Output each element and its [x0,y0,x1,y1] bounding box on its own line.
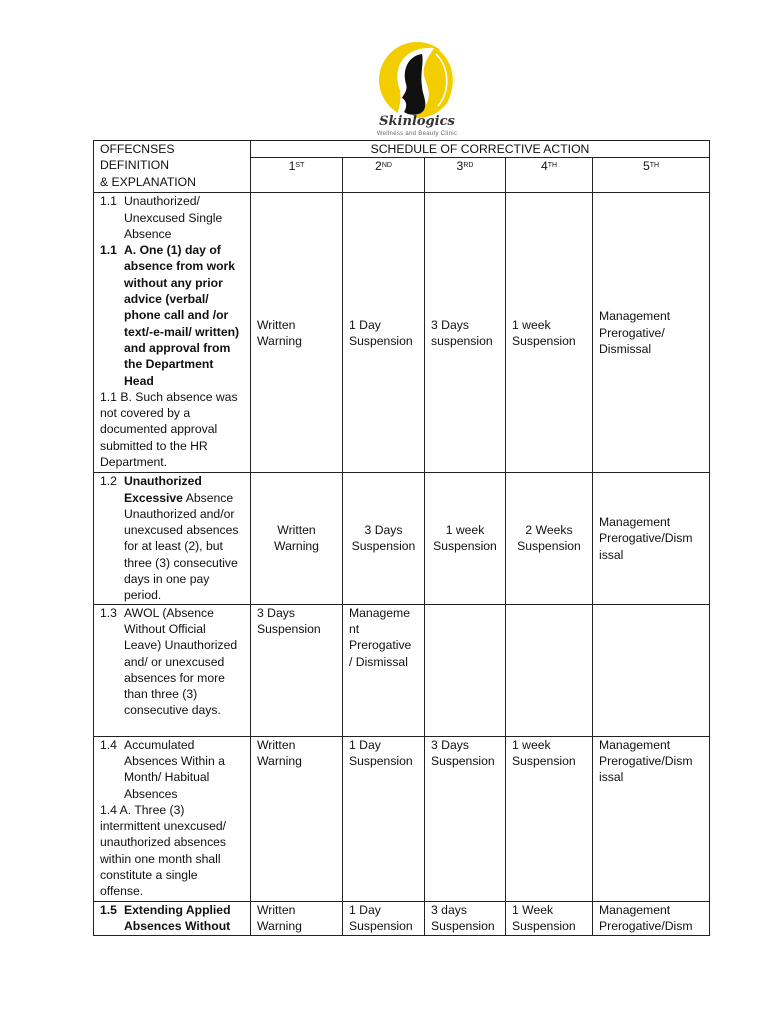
header-ordinal-5: 5TH [593,158,710,193]
offense-title: Extending Applied Absences Without [124,902,231,933]
offense-cell: 1.3 AWOL (Absence Without Official Leave) Unauthorized and/ or unexcused absences for more than three (3) consecutive days. [94,604,251,736]
action-cell: Manageme nt Prerogative / Dismissal [343,604,425,736]
action-cell: 1 week Suspension [506,736,593,901]
offense-note: 1.1 B. Such absence was not covered by a documented approval submitted to the HR Department. [100,389,238,470]
header-ordinal-4: 4TH [506,158,593,193]
action-cell: 1 week Suspension [506,193,593,473]
action-cell: 1 Day Suspension [343,901,425,935]
offense-title: AWOL (Absence Without Official Leave) Unauthorized and/ or unexcused absences for more than three (3) consecutive days. [124,605,238,718]
action-cell: 1 Week Suspension [506,901,593,935]
action-cell: 3 Days suspension [425,193,506,473]
action-cell: Management Prerogative/ Dismissal [593,193,710,473]
action-cell: Management Prerogative/Dism issal [593,736,710,901]
action-cell: 1 week Suspension [425,473,506,604]
action-cell: Management Prerogative/Dism [593,901,710,935]
action-cell: Written Warning [251,193,343,473]
table-row [94,736,710,901]
action-cell: Written Warning [251,901,343,935]
header-offenses: OFFECNSES DEFINITION & EXPLANATION [94,141,251,193]
action-cell: 3 Days Suspension [343,473,425,604]
header-ordinal-3: 3RD [425,158,506,193]
offense-cell: 1.1 Unauthorized/ Unexcused Single Absence 1.1 A. One (1) day of absence from work without any prior advice (verbal/ phone call and /or text/-e-mail/ written) and approval from the Department Head 1.1 B. Such absence was not covered by a documented approval submitted to the HR Department. [94,193,251,473]
header-row-top [94,141,710,158]
offense-title: Unauthorized Excessive Absence Unauthorized and/or unexcused absences for at least (2), but three (3) consecutive days in one pay period. [124,474,239,603]
action-cell: 2 Weeks Suspension [506,473,593,604]
action-cell: 1 Day Suspension [343,736,425,901]
offense-cell: 1.2 Unauthorized Excessive Absence Unauthorized and/or unexcused absences for at least (2), but three (3) consecutive days in one pay period. [94,473,251,604]
offense-cell: 1.5 Extending Applied Absences Without [94,901,251,935]
table-row [94,473,710,604]
logo-subtitle-text: Wellness and Beauty Clinic [376,131,458,137]
header-ordinal-1: 1ST [251,158,343,193]
action-cell: 3 Days Suspension [425,736,506,901]
action-cell [593,604,710,736]
offense-subclause: A. One (1) day of absence from work without any prior advice (verbal/ phone call and /or text/-e-mail/ written) and approval from the Department Head [124,243,240,388]
action-cell: 3 days Suspension [425,901,506,935]
header-schedule: SCHEDULE OF CORRECTIVE ACTION [251,141,710,158]
corrective-action-table [93,140,710,936]
action-cell [506,604,593,736]
table-row [94,901,710,935]
offense-title: Accumulated Absences Within a Month/ Habitual Absences [124,737,225,801]
logo-brand-text: Skinlogics [379,114,455,129]
offense-note: 1.4 A. Three (3) intermittent unexcused/ unauthorized absences within one month shall constitute a single offense. [100,802,227,899]
offense-title: Unauthorized/ Unexcused Single Absence [124,194,223,241]
header-ordinal-2: 2ND [343,158,425,193]
action-cell: Written Warning [251,736,343,901]
table-row [94,193,710,473]
action-cell: Written Warning [251,473,343,604]
action-cell: 1 Day Suspension [343,193,425,473]
table-row [94,604,710,736]
offense-cell: 1.4 Accumulated Absences Within a Month/ Habitual Absences 1.4 A. Three (3) intermittent unexcused/ unauthorized absences within one month shall constitute a single offense. [94,736,251,901]
action-cell [425,604,506,736]
action-cell: 3 Days Suspension [251,604,343,736]
action-cell: Management Prerogative/Dism issal [593,473,710,604]
